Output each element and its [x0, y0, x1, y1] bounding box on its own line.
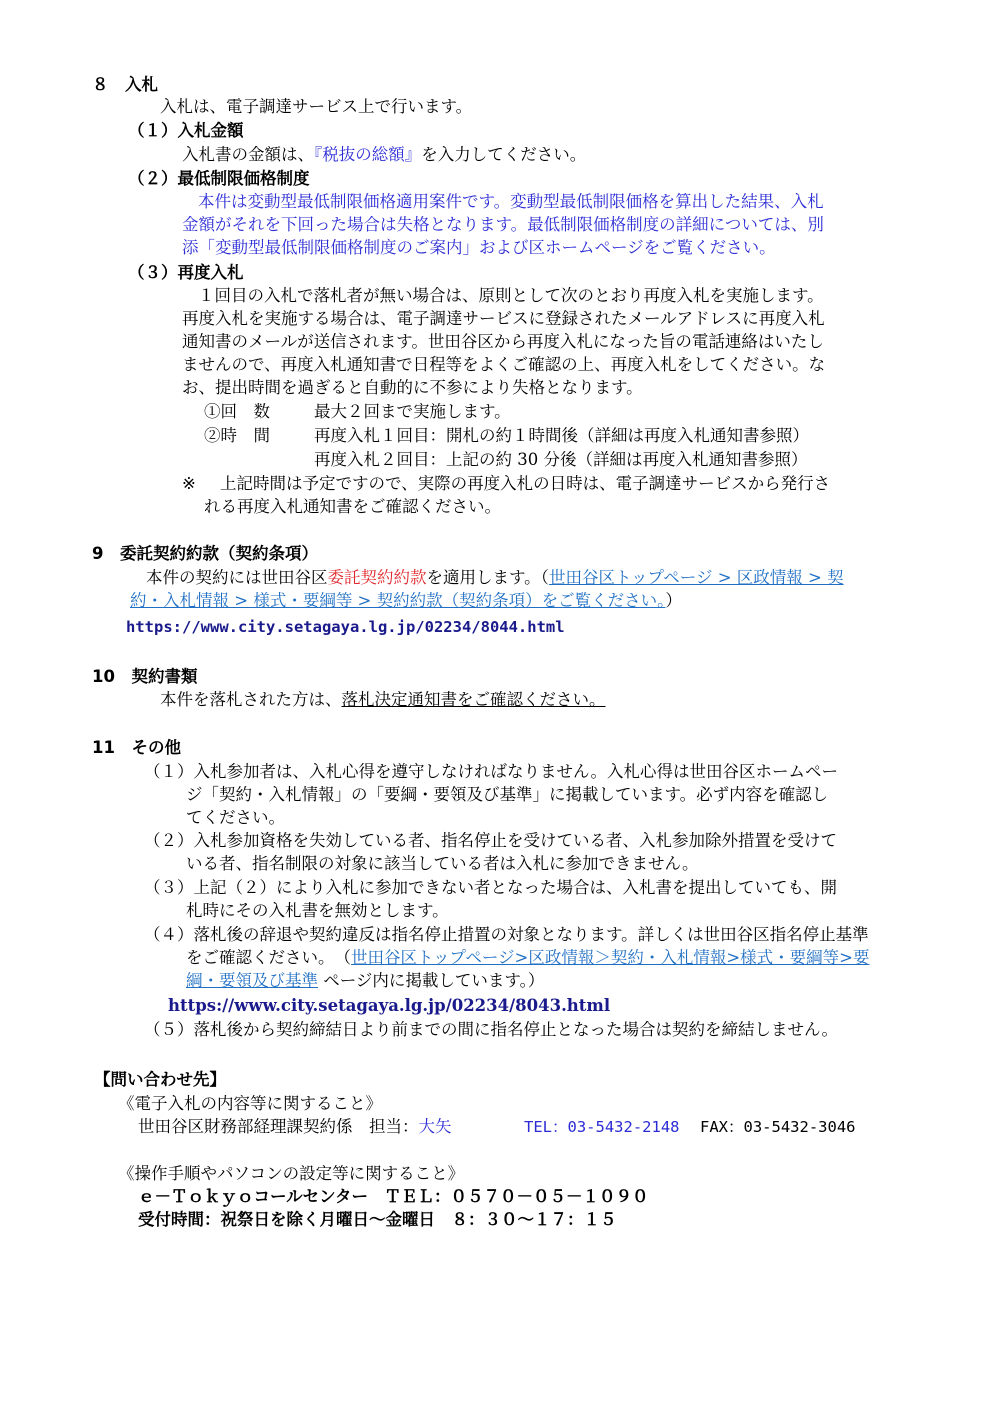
- note-line-1: 上記時間は予定ですので、実際の再度入札の日時は、電子調達サービスから発行さ: [220, 474, 831, 493]
- other-item-3-line-1: （３）上記（２）により入札に参加できない者となった場合は、入札書を提出していても、開: [144, 878, 837, 897]
- reception-hours-b: 月曜日～金曜日 ８：３０～１７：１５: [319, 1210, 617, 1229]
- suspension-standard-link-part-1[interactable]: 世田谷区トップページ>区政情報＞契約・入札情報>様式・要綱等>要: [351, 948, 870, 967]
- rebid-time-value-2: 再度入札２回目：上記の約 30 分後（詳細は再度入札通知書参照）: [314, 450, 808, 469]
- contract-clause-text-a: 本件の契約には世田谷区: [146, 568, 328, 587]
- other-item-1-line-3: てください。: [186, 808, 285, 827]
- other-item-4-line-1: （４）落札後の辞退や契約違反は指名停止措置の対象となります。詳しくは世田谷区指名停止基準: [144, 925, 869, 944]
- rebid-time-value-1: 再度入札１回目：開札の約１時間後（詳細は再度入札通知書参照）: [314, 426, 809, 445]
- subsection-min-price-heading: （２）最低制限価格制度: [128, 169, 310, 188]
- min-price-line-3: 添「変動型最低制限価格制度のご案内」および区ホームページをご覧ください。: [182, 238, 776, 257]
- other-item-2-line-2: いる者、指名制限の対象に該当している者は入札に参加できません。: [186, 854, 699, 873]
- contact-department: 世田谷区財務部経理課契約係 担当：: [138, 1117, 419, 1136]
- contract-clause-line-1: [146, 567, 844, 589]
- tax-excluded-total: 『税抜の総額』: [314, 145, 422, 164]
- other-item-4-line-2: [186, 947, 870, 969]
- rebid-line-4: ませんので、再度入札通知書で日程等をよくご確認の上、再度入札をしてください。な: [182, 355, 826, 374]
- rebid-time-label: ②時 間: [204, 426, 270, 445]
- note-mark: ※: [182, 474, 196, 493]
- bid-amount-text: [182, 144, 586, 166]
- rebid-line-5: お、提出時間を過ぎると自動的に不参により失格となります。: [182, 378, 643, 397]
- other-item-4-text-b: ページ内に掲載しています。）: [318, 971, 545, 990]
- other-item-1-line-2: ジ「契約・入札情報」の「要綱・要領及び基準」に掲載しています。必ず内容を確認し: [186, 785, 829, 804]
- call-center-line: ｅ－Ｔｏｋｙｏコールセンター ＴＥＬ：０５７０－０５－１０９０: [138, 1187, 649, 1206]
- suspension-standard-link-part-2[interactable]: 綱・要領及び基準: [186, 971, 318, 990]
- other-item-5: （５）落札後から契約締結日より前までの間に指名停止となった場合は契約を締結しません。: [144, 1020, 838, 1039]
- rebid-line-1: １回目の入札で落札者が無い場合は、原則として次のとおり再度入札を実施します。: [198, 286, 824, 305]
- suspension-standard-url[interactable]: https://www.city.setagaya.lg.jp/02234/8043.html: [168, 996, 611, 1015]
- other-item-4-text-a: をご確認ください。 （: [186, 948, 351, 967]
- section-8-intro: 入札は、電子調達サービス上で行います。: [160, 97, 473, 116]
- contact-heading: 【問い合わせ先】: [94, 1070, 226, 1089]
- other-item-2-line-1: （２）入札参加資格を失効している者、指名停止を受けている者、入札参加除外措置を受けて: [144, 831, 837, 850]
- rebid-line-3: 通知書のメールが送信されます。世田谷区から再度入札になった旨の電話連絡はいたし: [182, 332, 824, 351]
- contract-docs-text: [160, 689, 606, 711]
- contact-group-2-title: 《操作手順やパソコンの設定等に関すること》: [118, 1164, 465, 1183]
- section-9-heading: 9 委託契約約款（契約条項）: [92, 544, 318, 563]
- contact-person: 大矢: [418, 1117, 452, 1136]
- bid-amount-text-c: を入力してください。: [421, 145, 587, 164]
- subsection-bid-amount-heading: （１）入札金額: [128, 121, 244, 140]
- other-item-4-line-3: [186, 970, 544, 992]
- reception-hours-a: 受付時間：祝祭日を除く: [138, 1210, 320, 1229]
- award-notice-underlined: 落札決定通知書をご確認ください。: [341, 690, 606, 709]
- contract-docs-text-a: 本件を落札された方は、: [160, 690, 342, 709]
- note-line-2: れる再度入札通知書をご確認ください。: [204, 497, 501, 516]
- contract-clause-text-b: を適用します。（: [426, 568, 549, 587]
- min-price-line-2: 金額がそれを下回った場合は失格となります。最低制限価格制度の詳細については、別: [182, 215, 824, 234]
- rebid-line-2: 再度入札を実施する場合は、電子調達サービスに登録されたメールアドレスに再度入札: [182, 309, 825, 328]
- section-8-heading: ８ 入札: [92, 75, 158, 94]
- contract-clause-tail: ）: [665, 591, 682, 610]
- contract-clause-red: 委託契約約款: [327, 568, 427, 587]
- section-11-heading: 11 その他: [92, 738, 181, 757]
- contact-fax: FAX：03-5432-3046: [700, 1118, 856, 1136]
- subsection-rebid-heading: （３）再度入札: [128, 263, 244, 282]
- bid-amount-text-a: 入札書の金額は、: [182, 145, 314, 164]
- rebid-count-label: ①回 数: [204, 402, 270, 421]
- rebid-count-value: 最大２回まで実施します。: [314, 402, 511, 421]
- contract-clause-link-part-2[interactable]: 約・入札情報 > 様式・要綱等 > 契約約款（契約条項）をご覧ください。: [130, 591, 666, 610]
- contact-tel: TEL：03-5432-2148: [524, 1118, 680, 1136]
- min-price-line-1: 本件は変動型最低制限価格適用案件です。変動型最低制限価格を算出した結果、入札: [198, 192, 824, 211]
- contract-clause-url[interactable]: https://www.city.setagaya.lg.jp/02234/8044.html: [126, 618, 565, 636]
- section-10-heading: 10 契約書類: [92, 667, 198, 686]
- contract-clause-line-2: [130, 590, 682, 612]
- contact-group-1-title: 《電子入札の内容等に関すること》: [118, 1094, 382, 1113]
- reception-hours-line: [138, 1209, 617, 1231]
- other-item-3-line-2: 札時にその入札書を無効とします。: [186, 901, 449, 920]
- contract-clause-link-part-1[interactable]: 世田谷区トップページ > 区政情報 > 契: [548, 568, 844, 587]
- contact-group-1-line: [138, 1116, 452, 1138]
- other-item-1-line-1: （１）入札参加者は、入札心得を遵守しなければなりません。入札心得は世田谷区ホームペー: [144, 762, 838, 781]
